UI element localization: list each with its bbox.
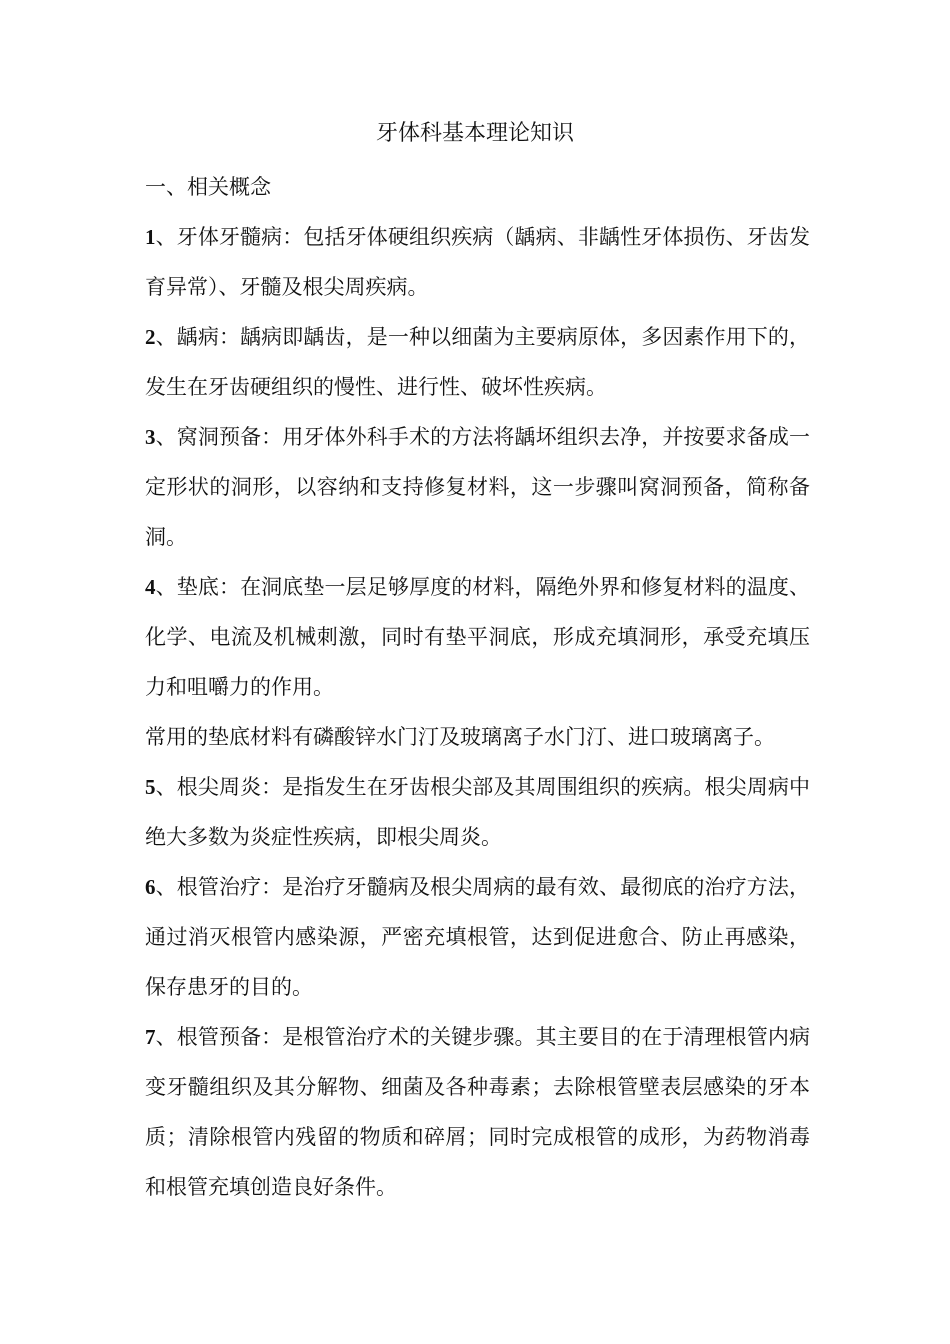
concept-item-6	[145, 862, 810, 1012]
item-number: 1	[145, 225, 156, 249]
concept-item-2	[145, 312, 810, 412]
item-number: 3	[145, 425, 156, 449]
item-text: 常用的垫底材料有磷酸锌水门汀及玻璃离子水门汀、进口玻璃离子。	[145, 725, 775, 749]
item-number: 7	[145, 1025, 156, 1049]
section-heading: 一、相关概念	[145, 175, 271, 199]
item-text: 、垫底：在洞底垫一层足够厚度的材料，隔绝外界和修复材料的温度、化学、电流及机械刺激，同时有垫平洞底，形成充填洞形，承受充填压力和咀嚼力的作用。	[145, 575, 810, 699]
concept-item-7	[145, 1012, 810, 1212]
item-number: 4	[145, 575, 156, 599]
item-text: 、根管预备：是根管治疗术的关键步骤。其主要目的在于清理根管内病变牙髓组织及其分解物、细菌及各种毒素；去除根管壁表层感染的牙本质；清除根管内残留的物质和碎屑；同时完成根管的成形，为药物消毒和根管充填创造良好条件。	[145, 1025, 810, 1199]
item-text: 、根尖周炎：是指发生在牙齿根尖部及其周围组织的疾病。根尖周病中绝大多数为炎症性疾病，即根尖周炎。	[145, 775, 810, 849]
item-number: 5	[145, 775, 156, 799]
item-number: 6	[145, 875, 156, 899]
concept-item-4	[145, 562, 810, 712]
concept-item-1	[145, 212, 810, 312]
concept-list	[145, 212, 810, 1212]
page-title: 牙体科基本理论知识	[375, 121, 574, 146]
item-text: 、窝洞预备：用牙体外科手术的方法将龋坏组织去净，并按要求备成一定形状的洞形，以容纳和支持修复材料，这一步骤叫窝洞预备，简称备洞。	[145, 425, 810, 549]
item-text: 、牙体牙髓病：包括牙体硬组织疾病（龋病、非龋性牙体损伤、牙齿发育异常）、牙髓及根尖周疾病。	[145, 225, 810, 299]
concept-item-5	[145, 762, 810, 862]
concept-note-lining-materials	[145, 712, 810, 762]
item-text: 、根管治疗：是治疗牙髓病及根尖周病的最有效、最彻底的治疗方法，通过消灭根管内感染源，严密充填根管，达到促进愈合、防止再感染，保存患牙的目的。	[145, 875, 810, 999]
item-text: 、龋病：龋病即龋齿，是一种以细菌为主要病原体，多因素作用下的，发生在牙齿硬组织的慢性、进行性、破坏性疾病。	[145, 325, 810, 399]
item-number: 2	[145, 325, 156, 349]
concept-item-3	[145, 412, 810, 562]
